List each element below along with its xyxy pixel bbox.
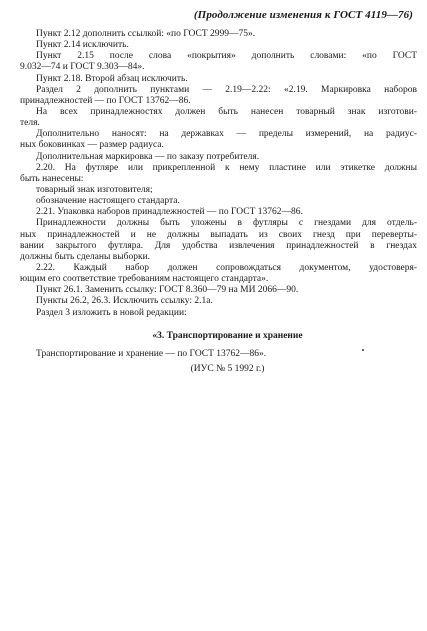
text-line: 2.20. На футляре или прикрепленной к нему пластине или этикетке должны <box>36 162 417 173</box>
running-header: (Продолжение изменения к ГОСТ 4119—76) <box>193 9 413 21</box>
publication-footer: (ИУС № 5 1992 г.) <box>190 363 265 374</box>
text-line: теля. <box>20 118 40 129</box>
text-line: обозначение настоящего стандарта. <box>36 196 180 207</box>
text-line: Пункт 2.14 исключить. <box>36 40 129 51</box>
text-line: 2.21. Упаковка наборов принадлежностей — по ГОСТ 13762—86. <box>36 207 303 218</box>
text-line: вании закрытого футляра. Для удобства извлечения принадлежностей в гнездах <box>20 240 417 251</box>
text-line: быть нанесены: <box>20 173 84 184</box>
text-line: Дополнительная маркировка — по заказу потребителя. <box>36 151 260 162</box>
text-line: 9.032—74 и ГОСТ 9.303—84». <box>20 62 145 73</box>
text-line: должны быть сделаны выборки. <box>20 251 151 262</box>
text-line: товарный знак изготовителя; <box>36 184 153 195</box>
text-line: ющим его соответствие требованиям настоящего стандарта». <box>20 274 269 285</box>
text-line: Принадлежности должны быть уложены в футляры с гнездами для отдель- <box>36 218 417 229</box>
text-line: ных боковинках — размер радиуса. <box>20 140 164 151</box>
text-line: Пункты 26.2, 26.3. Исключить ссылку: 2.1а. <box>36 296 213 307</box>
text-line: ных принадлежностей и не должны выпадать из своих гнезд при переверты- <box>20 229 417 240</box>
document-body <box>20 29 417 375</box>
text-line: Пункт 2.18. Второй абзац исключить. <box>36 73 188 84</box>
text-line: Дополнительно наносят: на державках — пределы измерений, на радиус- <box>36 129 417 140</box>
text-line: Раздел 2 дополнить пунктами — 2.19—2.22: «2.19. Маркировка наборов <box>36 84 417 95</box>
text-line: Пункт 2.15 после слова «покрытия» дополнить словами: «по ГОСТ <box>36 51 417 62</box>
text-line: Раздел 3 изложить в новой редакции: <box>36 307 187 318</box>
text-line: Пункт 2.12 дополнить ссылкой: «по ГОСТ 2999—75». <box>36 29 256 39</box>
text-line: 2.22. Каждый набор должен сопровождаться документом, удостоверя- <box>36 262 417 273</box>
text-line: принадлежностей — по ГОСТ 13762—86. <box>20 95 191 106</box>
text-line: Пункт 26.1. Заменить ссылку: ГОСТ 8.360—79 на МИ 2066—90. <box>36 285 299 296</box>
section-title: «3. Транспортирование и хранение <box>152 330 303 341</box>
section-text: Транспортирование и хранение — по ГОСТ 13762—86». <box>36 348 267 359</box>
scan-speck <box>362 349 364 351</box>
text-line: На всех принадлежностях должен быть нанесен товарный знак изготови- <box>36 106 417 117</box>
